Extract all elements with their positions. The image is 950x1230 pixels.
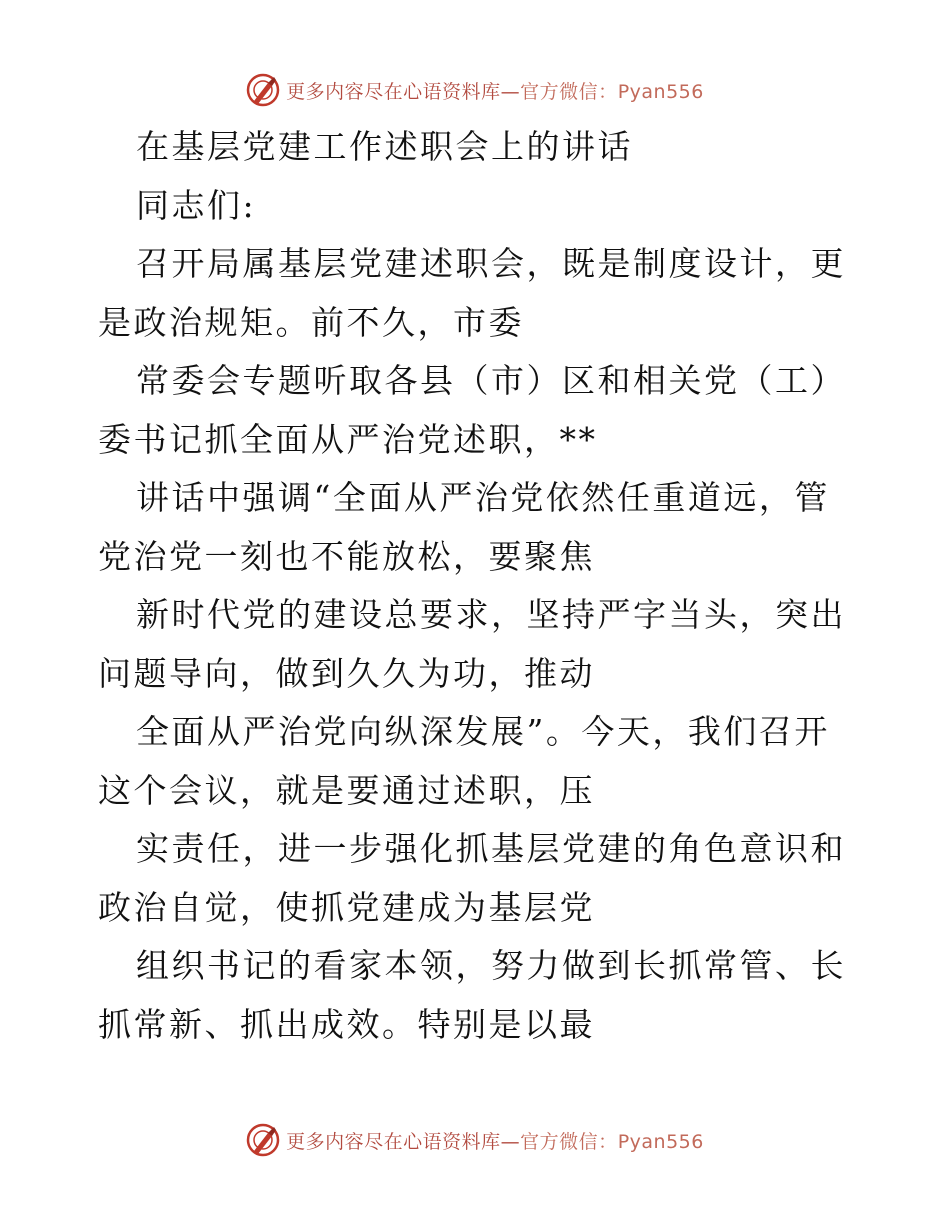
paragraph: 召开局属基层党建述职会，既是制度设计，更是政治规矩。前不久，市委 [98, 244, 846, 342]
watermark-dash: — [500, 1130, 521, 1153]
footer-watermark-banner [0, 1120, 950, 1160]
watermark-wechat-label: 官方微信： [520, 80, 618, 103]
header-watermark-banner [0, 70, 950, 110]
paragraph: 常委会专题听取各县（市）区和相关党（工）委书记抓全面从严治党述职，** [98, 361, 846, 459]
watermark-wechat-id: Pyan556 [617, 80, 704, 103]
paragraph: 全面从严治党向纵深发展”。今天，我们召开这个会议，就是要通过述职，压 [98, 712, 830, 810]
pen-logo-icon [246, 73, 280, 107]
paragraph: 实责任，进一步强化抓基层党建的角色意识和政治自觉，使抓党建成为基层党 [98, 829, 846, 927]
pen-logo-icon [246, 1123, 280, 1157]
paragraph: 组织书记的看家本领，努力做到长抓常管、长抓常新、抓出成效。特别是以最 [98, 946, 846, 1044]
watermark-text [286, 1127, 704, 1154]
watermark-text [286, 77, 704, 104]
watermark-dash: — [500, 80, 521, 103]
watermark-wechat-label: 官方微信： [520, 1130, 618, 1153]
watermark-wechat-id: Pyan556 [617, 1130, 704, 1153]
document-title: 在基层党建工作述职会上的讲话 [136, 127, 633, 166]
paragraph: 新时代党的建设总要求，坚持严字当头，突出问题导向，做到久久为功，推动 [98, 595, 846, 693]
salutation: 同志们: [136, 185, 257, 225]
watermark-main-text: 更多内容尽在心语资料库 [286, 80, 501, 103]
paragraph: 讲话中强调“全面从严治党依然任重道远，管党治党一刻也不能放松，要聚焦 [98, 478, 830, 576]
document-body [98, 118, 858, 1054]
watermark-main-text: 更多内容尽在心语资料库 [286, 1130, 501, 1153]
